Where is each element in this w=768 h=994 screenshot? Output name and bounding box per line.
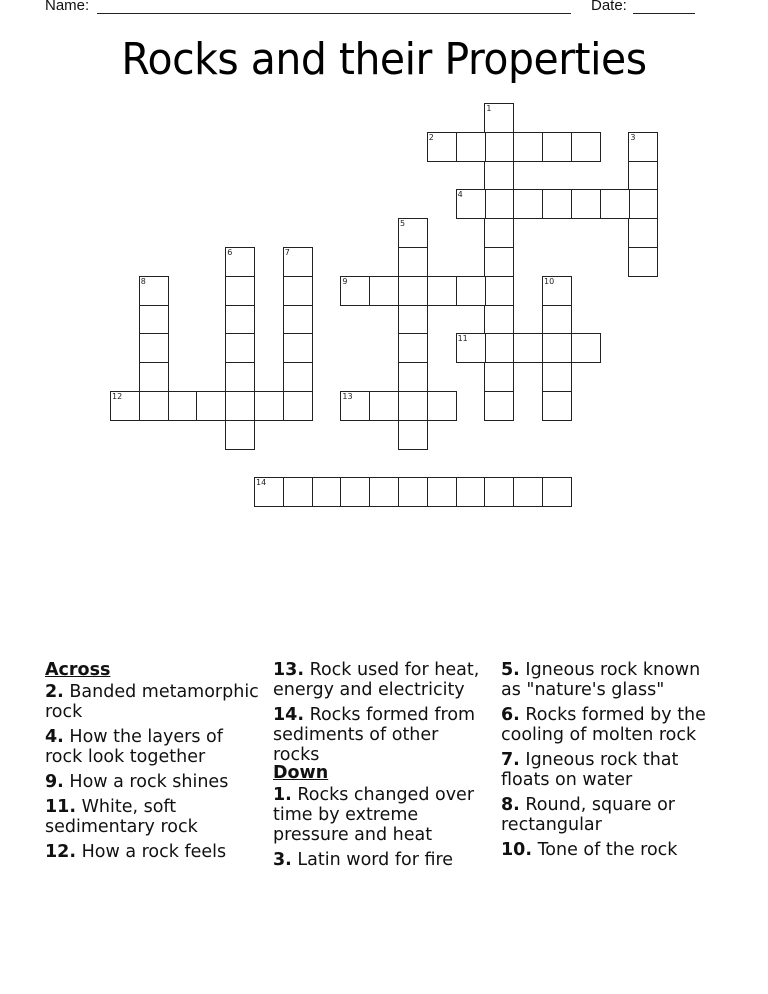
crossword-cell[interactable]: [542, 305, 572, 335]
crossword-cell[interactable]: [254, 391, 284, 421]
clues-column-2: [273, 660, 488, 875]
crossword-cell[interactable]: [456, 189, 486, 219]
crossword-cell[interactable]: [225, 305, 255, 335]
crossword-cell[interactable]: [456, 477, 486, 507]
crossword-cell[interactable]: [427, 477, 457, 507]
clue-across-4: [45, 727, 260, 767]
clue-number-label: 14: [256, 478, 267, 488]
crossword-cell[interactable]: [398, 247, 428, 277]
crossword-cell[interactable]: [283, 247, 313, 277]
clue-across-13: [273, 660, 488, 700]
crossword-cell[interactable]: [139, 305, 169, 335]
crossword-cell[interactable]: [398, 305, 428, 335]
crossword-cell[interactable]: [484, 305, 514, 335]
clues-column-1: [45, 660, 260, 867]
clue-text: Round, square or rectangular: [501, 795, 675, 835]
crossword-cell[interactable]: [283, 477, 313, 507]
clue-across-2: [45, 682, 260, 722]
clue-number: 11.: [45, 797, 77, 817]
crossword-cell[interactable]: [283, 333, 313, 363]
crossword-cell[interactable]: [369, 391, 399, 421]
crossword-cell[interactable]: [340, 477, 370, 507]
crossword-cell[interactable]: [398, 218, 428, 248]
clue-number: 4.: [45, 727, 64, 747]
clue-across-9: [45, 772, 260, 792]
clue-down-3: [273, 850, 488, 870]
crossword-cell[interactable]: [484, 276, 514, 306]
date-label: Date:: [591, 0, 627, 14]
crossword-cell[interactable]: [484, 362, 514, 392]
crossword-cell[interactable]: [283, 391, 313, 421]
crossword-cell[interactable]: [628, 161, 658, 191]
crossword-cell[interactable]: [542, 391, 572, 421]
crossword-cell[interactable]: [513, 132, 543, 162]
crossword-cell[interactable]: [225, 333, 255, 363]
clue-across-14: [273, 705, 488, 765]
crossword-cell[interactable]: [628, 132, 658, 162]
crossword-cell[interactable]: [110, 391, 140, 421]
clue-text: Igneous rock that floats on water: [501, 750, 679, 790]
crossword-cell[interactable]: [484, 247, 514, 277]
crossword-cell[interactable]: [513, 189, 543, 219]
clue-number-label: 12: [112, 392, 123, 401]
crossword-cell[interactable]: [139, 362, 169, 392]
crossword-cell[interactable]: [168, 391, 198, 421]
clue-text: Rocks formed by the cooling of molten rock: [501, 705, 706, 745]
crossword-cell[interactable]: [225, 420, 255, 450]
crossword-cell[interactable]: [571, 333, 601, 363]
crossword-cell[interactable]: [225, 362, 255, 392]
clue-text: Rock used for heat, energy and electricity: [273, 660, 480, 700]
crossword-cell[interactable]: [513, 333, 543, 363]
crossword-cell[interactable]: [542, 477, 572, 507]
down-heading: Down: [273, 763, 329, 783]
crossword-cell[interactable]: [398, 391, 428, 421]
crossword-cell[interactable]: [484, 218, 514, 248]
clue-text: How a rock shines: [69, 772, 229, 792]
crossword-cell[interactable]: [600, 189, 630, 219]
clue-text: Rocks changed over time by extreme pressure and heat: [273, 785, 475, 845]
crossword-cell[interactable]: [312, 477, 342, 507]
clue-text: How a rock feels: [81, 842, 227, 862]
crossword-cell[interactable]: [369, 276, 399, 306]
clue-text: Rocks formed from sediments of other rocks: [273, 705, 476, 765]
crossword-cell[interactable]: [225, 391, 255, 421]
crossword-cell[interactable]: [571, 189, 601, 219]
crossword-cell[interactable]: [513, 477, 543, 507]
clue-down-7: [501, 750, 716, 790]
crossword-cell[interactable]: [427, 132, 457, 162]
crossword-cell[interactable]: [225, 247, 255, 277]
crossword-cell[interactable]: [484, 391, 514, 421]
crossword-cell[interactable]: [398, 333, 428, 363]
crossword-cell[interactable]: [628, 247, 658, 277]
crossword-cell[interactable]: [484, 333, 514, 363]
crossword-cell[interactable]: [571, 132, 601, 162]
clue-down-8: [501, 795, 716, 835]
crossword-cell[interactable]: [484, 132, 514, 162]
crossword-cell[interactable]: [456, 333, 486, 363]
clue-number: 5.: [501, 660, 520, 680]
name-label: Name:: [45, 0, 90, 14]
clue-number: 2.: [45, 682, 64, 702]
crossword-cell[interactable]: [542, 333, 572, 363]
clue-down-10: [501, 840, 716, 860]
crossword-cell[interactable]: [427, 276, 457, 306]
clue-number: 3.: [273, 850, 292, 870]
clue-number: 10.: [501, 840, 533, 860]
crossword-cell[interactable]: [542, 132, 572, 162]
clue-text: Igneous rock known as "nature's glass": [501, 660, 701, 700]
crossword-cell[interactable]: [340, 391, 370, 421]
clue-number-label: 2: [428, 132, 434, 142]
crossword-cell[interactable]: [340, 276, 370, 306]
clue-number: 7.: [501, 750, 520, 770]
clue-text: Latin word for fire: [297, 850, 454, 870]
clue-number-label: 3: [630, 132, 636, 142]
across-heading: Across: [45, 660, 111, 680]
clue-down-1: [273, 785, 488, 845]
crossword-cell[interactable]: [484, 189, 514, 219]
clue-across-11: [45, 797, 260, 837]
clue-number-label: 1: [486, 104, 492, 113]
crossword-cell[interactable]: [398, 362, 428, 392]
crossword-cell[interactable]: [225, 276, 255, 306]
clue-number: 1.: [273, 785, 292, 805]
crossword-cell[interactable]: [427, 391, 457, 421]
clue-number: 9.: [45, 772, 64, 792]
clue-number-label: 6: [227, 248, 233, 257]
clue-number-label: 11: [457, 334, 468, 344]
crossword-cell[interactable]: [542, 189, 572, 219]
crossword-cell[interactable]: [196, 391, 226, 421]
crossword-cell[interactable]: [456, 276, 486, 306]
clue-text: How the layers of rock look together: [45, 727, 223, 767]
clue-number-label: 8: [140, 276, 146, 286]
clue-number: 6.: [501, 705, 520, 725]
crossword-cell[interactable]: [484, 103, 514, 133]
clue-text: Banded metamorphic rock: [45, 682, 259, 722]
crossword-cell[interactable]: [628, 218, 658, 248]
clue-down-5: [501, 660, 716, 700]
crossword-cell[interactable]: [542, 362, 572, 392]
clue-text: Tone of the rock: [537, 840, 678, 860]
clue-number-label: 7: [284, 248, 290, 257]
page-title: Rocks and their Properties: [121, 34, 647, 85]
crossword-cell[interactable]: [283, 362, 313, 392]
clue-number-label: 13: [342, 392, 353, 401]
crossword-cell[interactable]: [254, 477, 284, 507]
crossword-cell[interactable]: [542, 276, 572, 306]
clue-number-label: 10: [544, 276, 555, 286]
crossword-cell[interactable]: [398, 477, 428, 507]
clue-number: 13.: [273, 660, 305, 680]
clue-number-label: 5: [400, 219, 406, 229]
clue-across-12: [45, 842, 260, 862]
clue-down-6: [501, 705, 716, 745]
crossword-cell[interactable]: [628, 189, 658, 219]
crossword-cell[interactable]: [456, 132, 486, 162]
crossword-cell[interactable]: [484, 161, 514, 191]
clue-number: 14.: [273, 705, 305, 725]
crossword-cell[interactable]: [398, 420, 428, 450]
clue-number-label: 9: [342, 276, 348, 286]
clue-number-label: 4: [457, 190, 463, 200]
clue-number: 8.: [501, 795, 520, 815]
crossword-cell[interactable]: [139, 276, 169, 306]
crossword-cell[interactable]: [283, 276, 313, 306]
crossword-cell[interactable]: [139, 391, 169, 421]
crossword-cell[interactable]: [369, 477, 399, 507]
clue-number: 12.: [45, 842, 77, 862]
crossword-cell[interactable]: [139, 333, 169, 363]
clue-text: White, soft sedimentary rock: [45, 797, 198, 837]
crossword-cell[interactable]: [398, 276, 428, 306]
clues-column-3: [501, 660, 716, 865]
crossword-cell[interactable]: [283, 305, 313, 335]
crossword-cell[interactable]: [484, 477, 514, 507]
